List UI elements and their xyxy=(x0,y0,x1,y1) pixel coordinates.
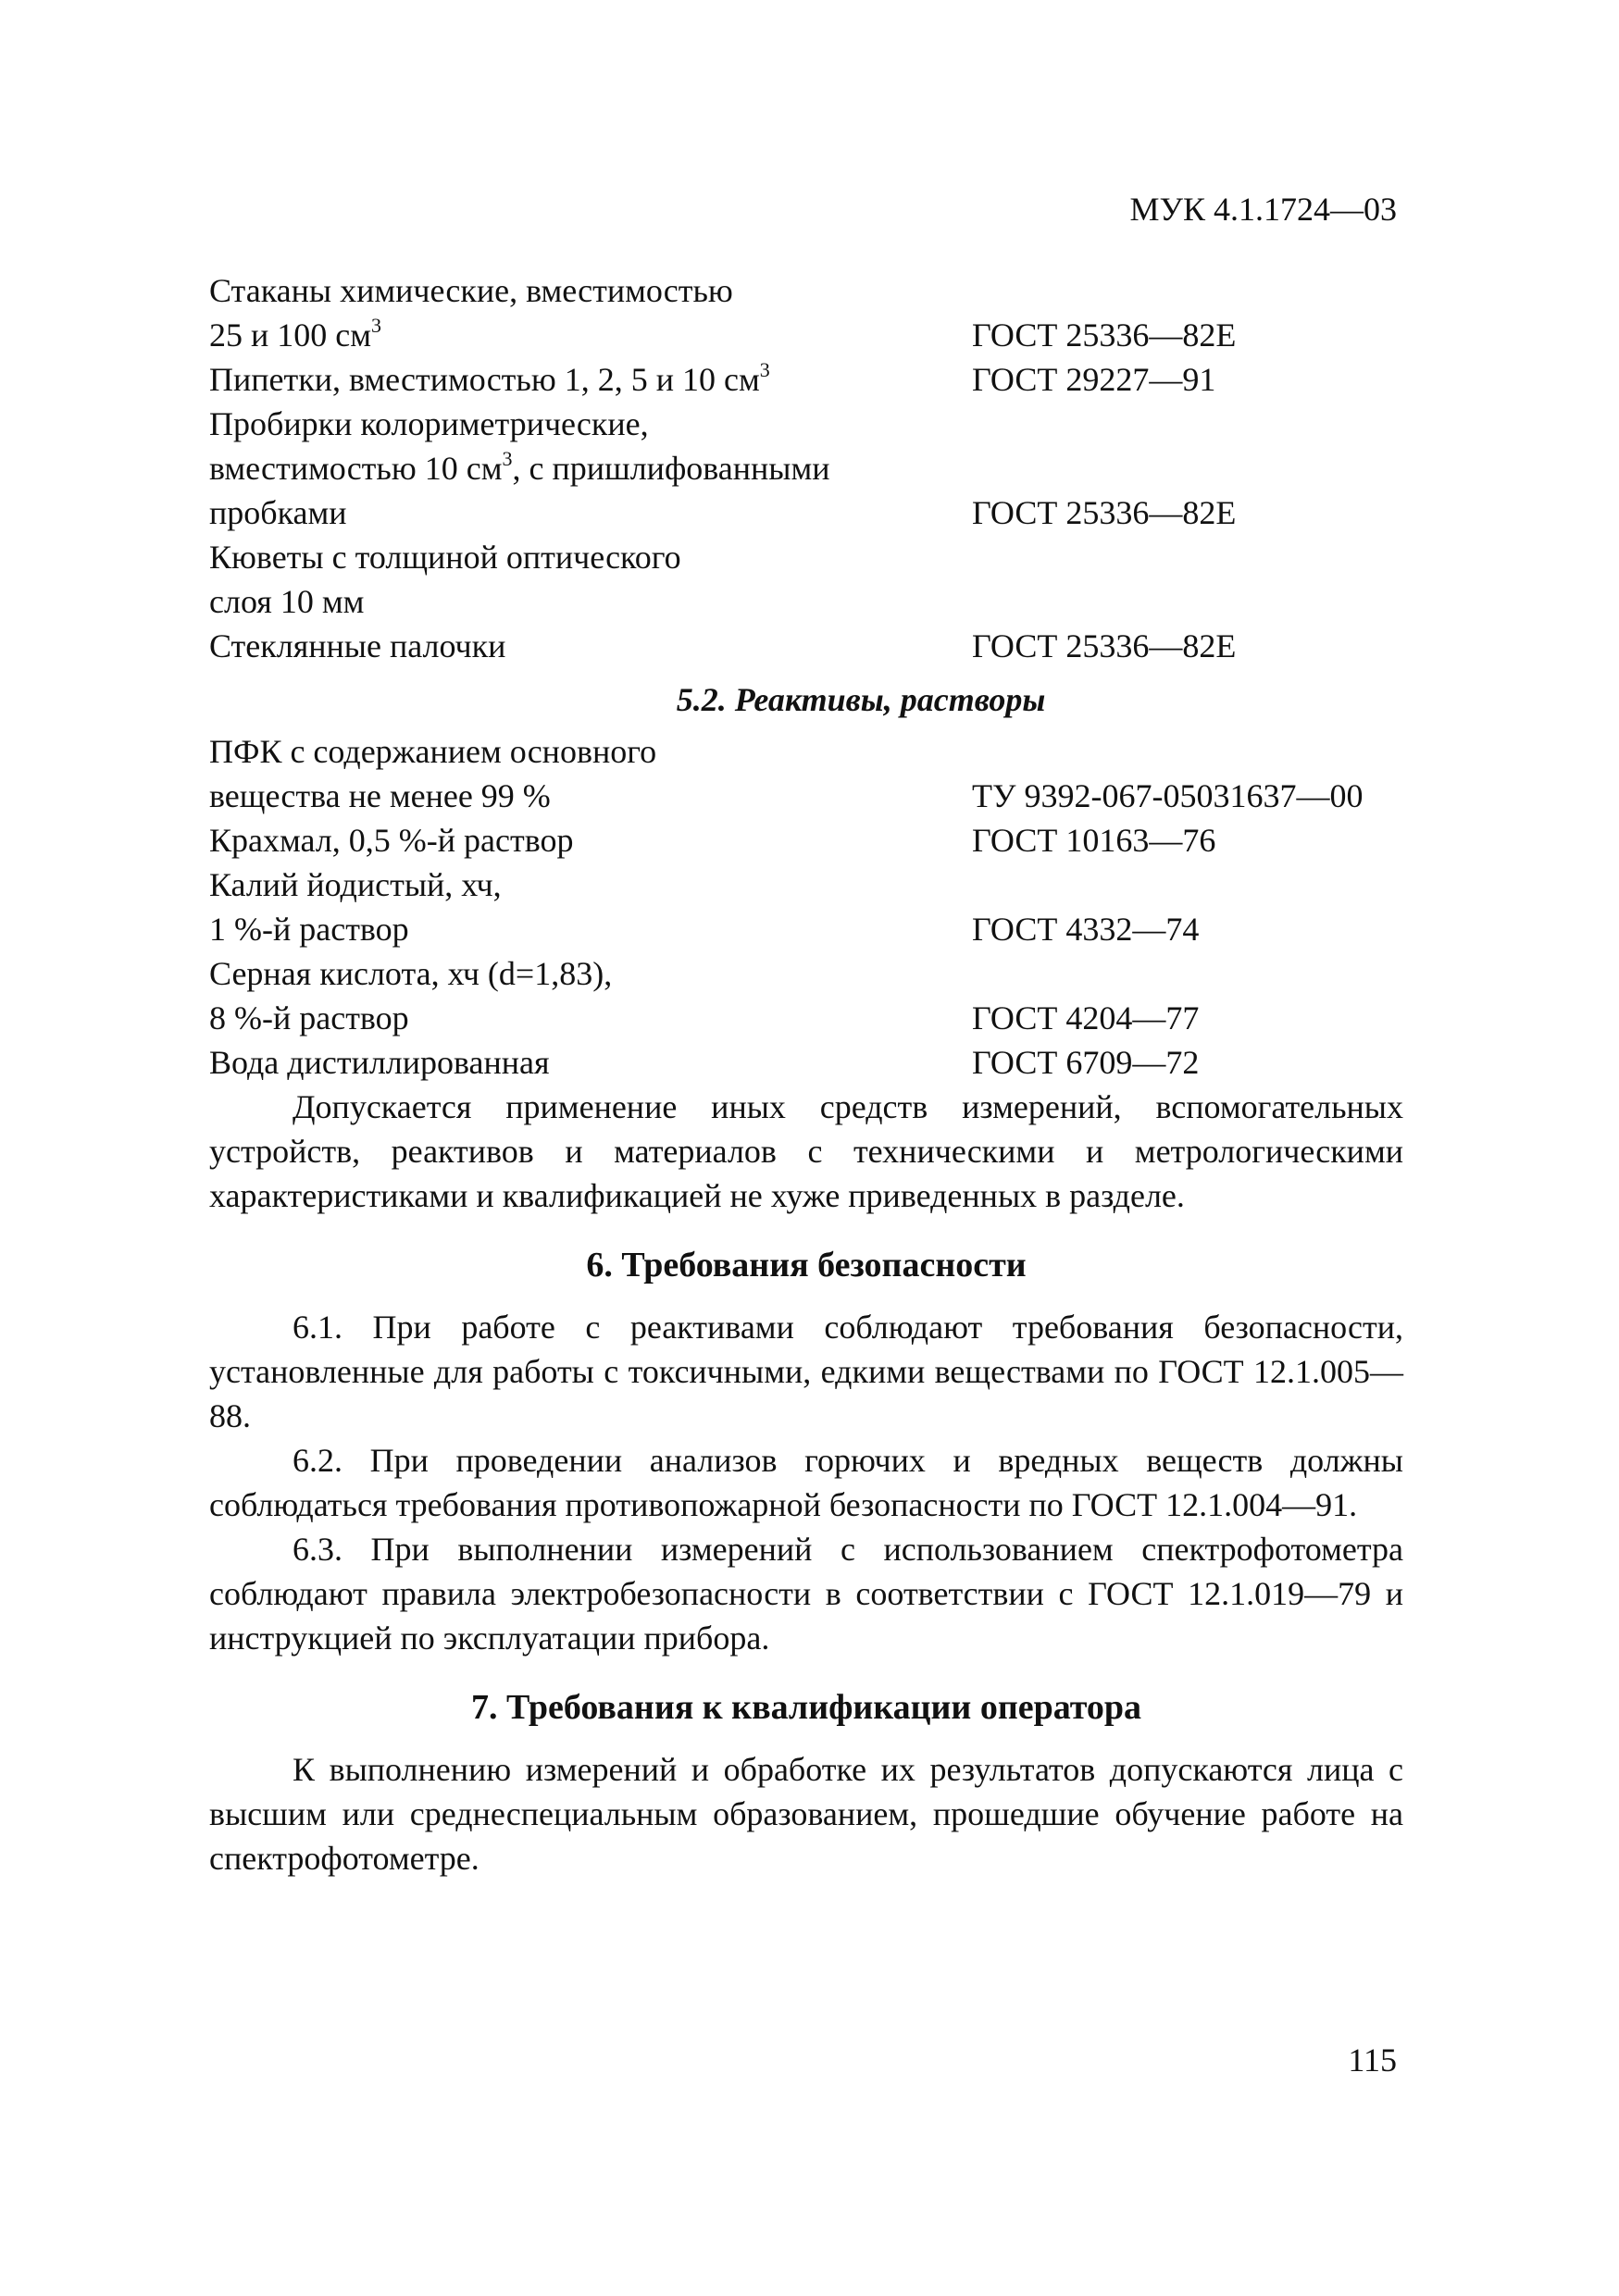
item-standard: ГОСТ 6709—72 xyxy=(972,1044,1200,1081)
item-name: слоя 10 мм xyxy=(209,583,365,620)
reagents-subheading: 5.2. Реактивы, растворы xyxy=(676,681,1046,718)
list-item xyxy=(209,996,1403,1040)
item-name: Вода дистиллированная xyxy=(209,1044,550,1081)
item-name: вместимостью 10 $см^3$, с пришлифованными xyxy=(209,447,830,487)
item-name: пробками xyxy=(209,494,347,531)
list-item xyxy=(209,1040,1403,1085)
list-item xyxy=(209,729,1403,774)
item-standard: ГОСТ 10163—76 xyxy=(972,822,1216,859)
list-item xyxy=(209,402,1403,446)
section-7-paragraph-1: К выполнению измерений и обработке их результатов допускаются лица с высшим или среднеспециальным образованием, прошедшие обучение работе на спектрофотометре. xyxy=(209,1751,1403,1877)
section-6-paragraph-1: 6.1. При работе с реактивами соблюдают требования безопасности, установленные для работы с токсичными, едкими веществами по ГОСТ 12.1.005—88. xyxy=(209,1309,1403,1434)
list-item xyxy=(209,268,1403,313)
list-item xyxy=(209,863,1403,907)
list-item xyxy=(209,446,1403,490)
glassware-list xyxy=(209,268,1403,668)
list-item xyxy=(209,313,1403,357)
list-item xyxy=(209,774,1403,818)
section-6-paragraph-2: 6.2. При проведении анализов горючих и вредных веществ должны соблюдаться требования противопожарной безопасности по ГОСТ 12.1.004—91. xyxy=(209,1442,1403,1523)
list-item xyxy=(209,535,1403,579)
list-item xyxy=(209,951,1403,996)
item-name: Крахмал, 0,5 %-й раствор xyxy=(209,822,574,859)
item-standard: ТУ 9392-067-05031637—00 xyxy=(972,777,1364,814)
item-name: вещества не менее 99 % xyxy=(209,777,551,814)
item-name: 1 %-й раствор xyxy=(209,911,409,948)
list-item xyxy=(209,490,1403,535)
section-6-paragraph-3: 6.3. При выполнении измерений с использованием спектрофотометра соблюдают правила электробезопасности в соответствии с ГОСТ 12.1.019—79 и инструкцией по эксплуатации прибора. xyxy=(209,1531,1403,1657)
item-standard: ГОСТ 29227—91 xyxy=(972,361,1216,398)
page-body xyxy=(209,268,1403,1880)
list-item xyxy=(209,818,1403,863)
item-standard: ГОСТ 25336—82Е xyxy=(972,627,1237,664)
item-name: Стаканы химические, вместимостью xyxy=(209,272,733,309)
item-standard: ГОСТ 25336—82Е xyxy=(972,316,1237,354)
item-name: Кюветы с толщиной оптического xyxy=(209,539,681,576)
section-6-title: 6. Требования безопасности xyxy=(586,1246,1027,1285)
document-code-header: МУК 4.1.1724—03 xyxy=(1129,191,1397,228)
superscript: 3 xyxy=(502,447,513,470)
superscript: 3 xyxy=(759,358,770,381)
item-name: Стеклянные палочки xyxy=(209,627,506,664)
list-item xyxy=(209,579,1403,624)
allowance-paragraph: Допускается применение иных средств измерений, вспомогательных устройств, реактивов и материалов с техническими и метрологическими характеристиками и квалификацией не хуже приведенных в разделе. xyxy=(209,1088,1403,1214)
item-name: 25 и 100 $см^3$ xyxy=(209,314,382,354)
item-name: Калий йодистый, хч, xyxy=(209,866,502,903)
list-item xyxy=(209,357,1403,402)
section-7-title: 7. Требования к квалификации оператора xyxy=(470,1688,1142,1727)
item-name: Серная кислота, хч (d=1,83), xyxy=(209,955,613,992)
list-item xyxy=(209,907,1403,951)
reagents-list xyxy=(209,729,1403,1085)
item-name: Пипетки, вместимостью 1, 2, 5 и 10 $см^3$ xyxy=(209,358,770,398)
item-standard: ГОСТ 4332—74 xyxy=(972,911,1200,948)
item-standard: ГОСТ 25336—82Е xyxy=(972,494,1237,531)
item-name: 8 %-й раствор xyxy=(209,999,409,1036)
item-name: Пробирки колориметрические, xyxy=(209,405,649,442)
list-item xyxy=(209,624,1403,668)
superscript: 3 xyxy=(371,314,382,337)
item-name: ПФК с содержанием основного xyxy=(209,733,657,770)
item-standard: ГОСТ 4204—77 xyxy=(972,999,1200,1036)
page-number: 115 xyxy=(1348,2042,1397,2079)
